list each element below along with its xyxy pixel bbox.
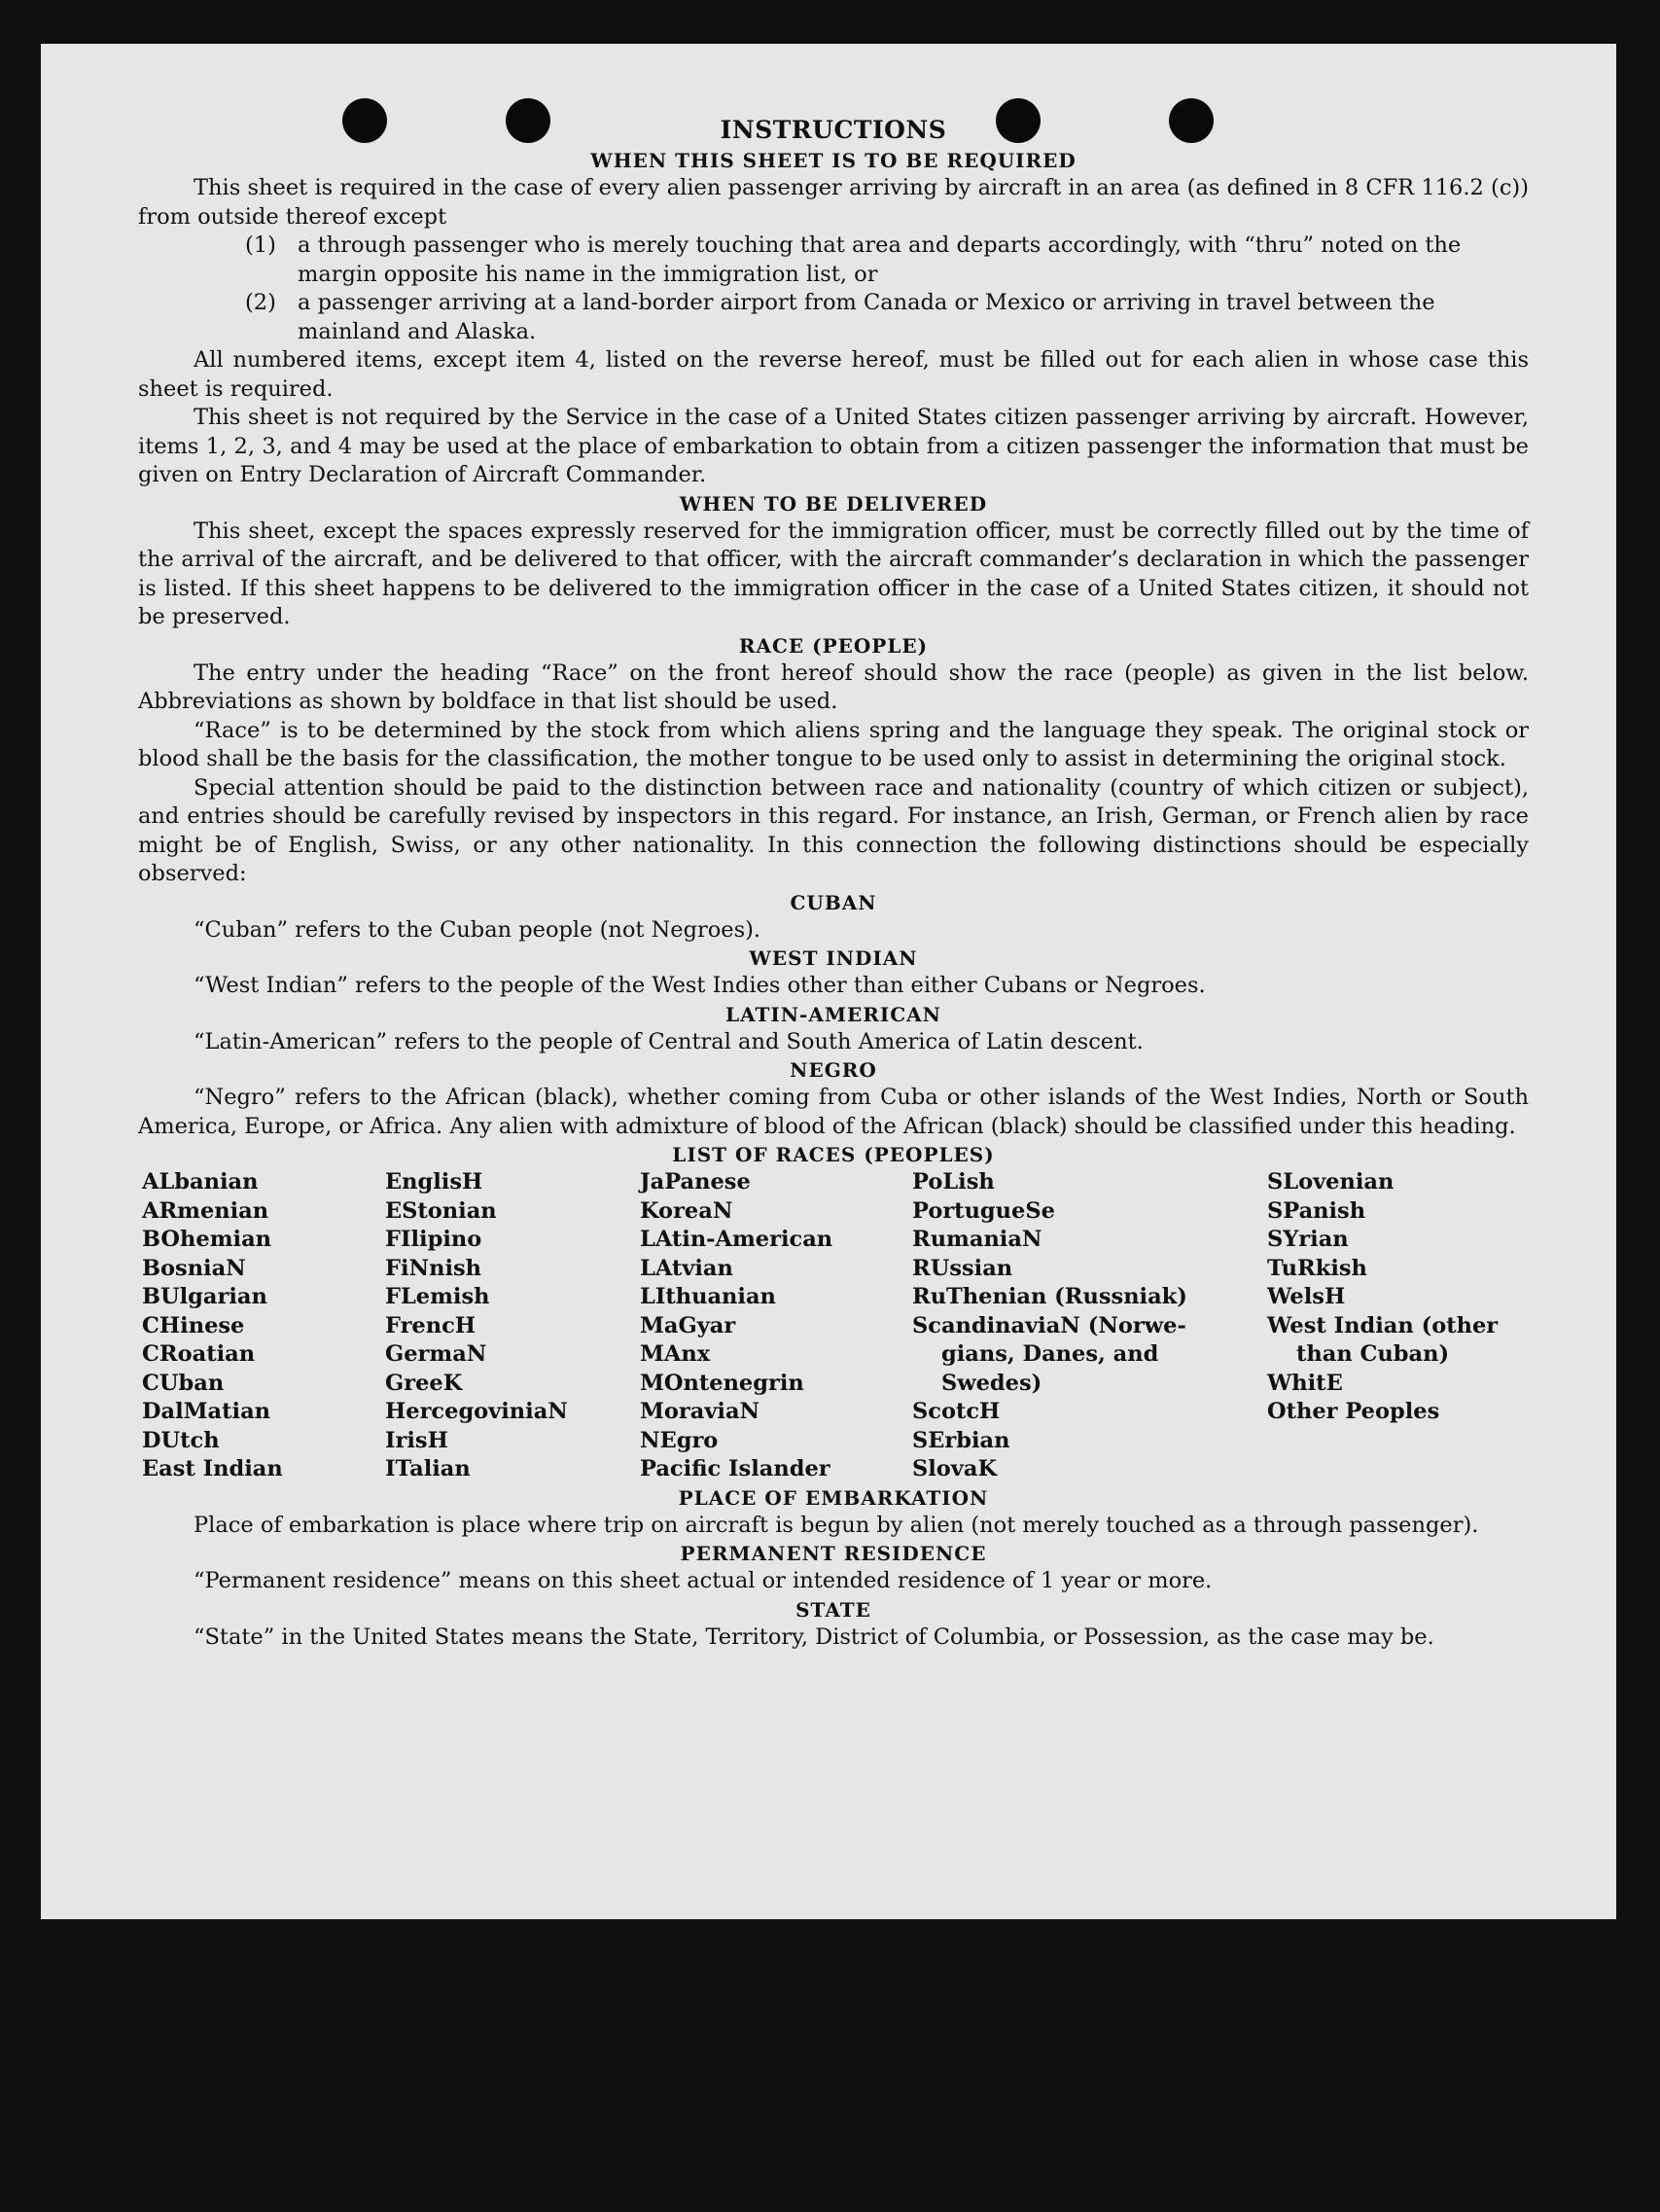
- race-item: DalMatian: [142, 1399, 271, 1424]
- race-item: SPanish: [1267, 1197, 1366, 1224]
- instructions-body: [138, 114, 1529, 1652]
- race-item: JaPanese: [640, 1169, 751, 1195]
- race-column-5: [1267, 1168, 1520, 1484]
- race-item: SErbian: [912, 1427, 1010, 1453]
- race-item: GreeK: [385, 1370, 463, 1396]
- race-item: IrisH: [385, 1427, 448, 1453]
- paragraph: “Cuban” refers to the Cuban people (not Negroes).: [194, 916, 761, 943]
- list-item: [245, 289, 1529, 346]
- race-item: PortugueSe: [912, 1197, 1055, 1224]
- paragraph: “State” in the United States means the State, Territory, District of Columbia, or Possession, as the case may be.: [194, 1623, 1434, 1650]
- race-item: CRoatian: [142, 1341, 256, 1367]
- race-column-4: [912, 1168, 1267, 1484]
- race-item: SLovenian: [1267, 1169, 1395, 1195]
- section-heading-residence: PERMANENT RESIDENCE: [680, 1542, 987, 1565]
- paragraph: This sheet, except the spaces expressly reserved for the immigration officer, must be correctly filled out by the time of the arrival of the aircraft, and be delivered to that officer, with the aircraft commander’s declaration in which the passenger is listed. If this sheet happens to be delivered to the immigration officer in the case of a United States citizen, it should not be preserved.: [138, 517, 1529, 629]
- race-item-continued: than Cuban): [1296, 1341, 1450, 1367]
- section-heading-embarkation: PLACE OF EMBARKATION: [678, 1485, 989, 1510]
- race-item: Other Peoples: [1267, 1399, 1440, 1424]
- race-item: FIlipino: [385, 1227, 482, 1252]
- section-heading-cuban: CUBAN: [790, 890, 877, 914]
- race-item: MaGyar: [640, 1312, 736, 1338]
- race-item: PoLish: [912, 1169, 995, 1195]
- paragraph: “Negro” refers to the African (black), whether coming from Cuba or other islands of the West Indies, North or South America, Europe, or Africa. Any alien with admixture of blood of the African (black) should be classified under this heading.: [138, 1085, 1529, 1139]
- paragraph: “Latin-American” refers to the people of Central and South America of Latin descent.: [194, 1028, 1144, 1054]
- race-item: BOhemian: [142, 1227, 272, 1252]
- section-heading-latin-american: LATIN-AMERICAN: [725, 1002, 941, 1026]
- race-item: RuThenian (Russniak): [912, 1284, 1187, 1309]
- race-item: EStonian: [385, 1197, 497, 1224]
- page-title: INSTRUCTIONS: [720, 116, 947, 144]
- paragraph: The entry under the heading “Race” on the front hereof should show the race (people) as given in the list below. Abbreviations as shown by boldface in that list should be used.: [138, 660, 1529, 714]
- race-item: West Indian (other: [1267, 1312, 1499, 1338]
- race-item: MAnx: [640, 1341, 711, 1367]
- list-item: [245, 232, 1529, 289]
- list-item-text: a passenger arriving at a land-border airport from Canada or Mexico or arriving in travel between the mainland and Alaska.: [298, 290, 1435, 344]
- race-item: KoreaN: [640, 1197, 733, 1224]
- race-item: ITalian: [385, 1456, 471, 1481]
- list-item-text: a through passenger who is merely touching that area and departs accordingly, with “thru” noted on the margin opposite his name in the immigration list, or: [298, 232, 1462, 287]
- race-item: ALbanian: [142, 1169, 259, 1195]
- race-item: LIthuanian: [640, 1284, 776, 1309]
- race-item: ARmenian: [142, 1197, 269, 1224]
- race-item: East Indian: [142, 1456, 283, 1481]
- section-heading-list-of-races: LIST OF RACES (PEOPLES): [672, 1143, 995, 1166]
- race-item: BUlgarian: [142, 1284, 267, 1309]
- race-item-continued: Swedes): [941, 1370, 1042, 1396]
- race-item: Pacific Islander: [640, 1456, 830, 1481]
- race-item: FLemish: [385, 1284, 490, 1309]
- race-column-1: [142, 1168, 385, 1484]
- race-item: WhitE: [1267, 1370, 1343, 1396]
- section-heading-west-indian: WEST INDIAN: [749, 946, 918, 970]
- race-item: MoraviaN: [640, 1399, 760, 1424]
- race-item: FrencH: [385, 1312, 477, 1338]
- race-list: [142, 1168, 1529, 1484]
- race-item: EnglisH: [385, 1169, 483, 1195]
- race-item-continued: gians, Danes, and: [941, 1341, 1159, 1367]
- race-item: WelsH: [1267, 1284, 1346, 1309]
- race-item: NEgro: [640, 1427, 719, 1453]
- race-item: GermaN: [385, 1341, 487, 1367]
- race-item: ScandinaviaN (Norwe-: [912, 1312, 1186, 1338]
- list-item-number: (1): [245, 232, 276, 258]
- paragraph: “Permanent residence” means on this sheet actual or intended residence of 1 year or more.: [194, 1568, 1213, 1593]
- race-item: CUban: [142, 1370, 225, 1396]
- list-item-number: (2): [245, 290, 276, 315]
- paragraph: Place of embarkation is place where trip on aircraft is begun by alien (not merely touched as a through passenger).: [194, 1512, 1479, 1538]
- race-item: BosniaN: [142, 1255, 246, 1281]
- race-item: CHinese: [142, 1312, 245, 1338]
- race-item: RUssian: [912, 1255, 1013, 1281]
- paragraph: All numbered items, except item 4, listed on the reverse hereof, must be filled out for each alien in whose case this sheet is required.: [138, 347, 1529, 402]
- race-item: LAtin-American: [640, 1227, 833, 1252]
- section-heading-negro: NEGRO: [790, 1058, 877, 1082]
- race-item: FiNnish: [385, 1255, 482, 1281]
- race-item: ScotcH: [912, 1399, 1001, 1424]
- paragraph: Special attention should be paid to the distinction between race and nationality (country of which citizen or subject), and entries should be carefully revised by inspectors in this regard. For instance, an Irish, German, or French alien by race might be of English, Swiss, or any other nationality. In this connection the following distinctions should be especially observed:: [138, 774, 1529, 886]
- paragraph: “West Indian” refers to the people of the West Indies other than either Cubans or Negroes.: [194, 973, 1206, 998]
- paragraph: This sheet is not required by the Service in the case of a United States citizen passenger arriving by aircraft. However, items 1, 2, 3, and 4 may be used at the place of embarkation to obtain from a citizen passenger the information that must be given on Entry Declaration of Aircraft Commander.: [138, 405, 1529, 487]
- section-heading-delivered: WHEN TO BE DELIVERED: [679, 491, 988, 516]
- paragraph: This sheet is required in the case of every alien passenger arriving by aircraft in an area (as defined in 8 CFR 116.2 (c)) from outside thereof except: [138, 175, 1529, 230]
- race-item: SYrian: [1267, 1227, 1349, 1252]
- section-heading-race: RACE (PEOPLE): [738, 633, 929, 658]
- document-sheet: [41, 44, 1616, 1919]
- race-item: DUtch: [142, 1427, 220, 1453]
- race-item: RumaniaN: [912, 1227, 1042, 1252]
- race-item: TuRkish: [1267, 1255, 1367, 1281]
- race-item: SlovaK: [912, 1456, 998, 1481]
- race-item: MOntenegrin: [640, 1370, 804, 1396]
- race-item: LAtvian: [640, 1255, 733, 1281]
- paragraph: “Race” is to be determined by the stock from which aliens spring and the language they speak. The original stock or blood shall be the basis for the classification, the mother tongue to be used only to assist in determining the original stock.: [138, 717, 1529, 771]
- race-item: HercegoviniaN: [385, 1399, 568, 1424]
- section-heading-required: WHEN THIS SHEET IS TO BE REQUIRED: [590, 149, 1077, 172]
- race-column-3: [640, 1168, 912, 1484]
- section-heading-state: STATE: [795, 1597, 871, 1622]
- race-column-2: [385, 1168, 640, 1484]
